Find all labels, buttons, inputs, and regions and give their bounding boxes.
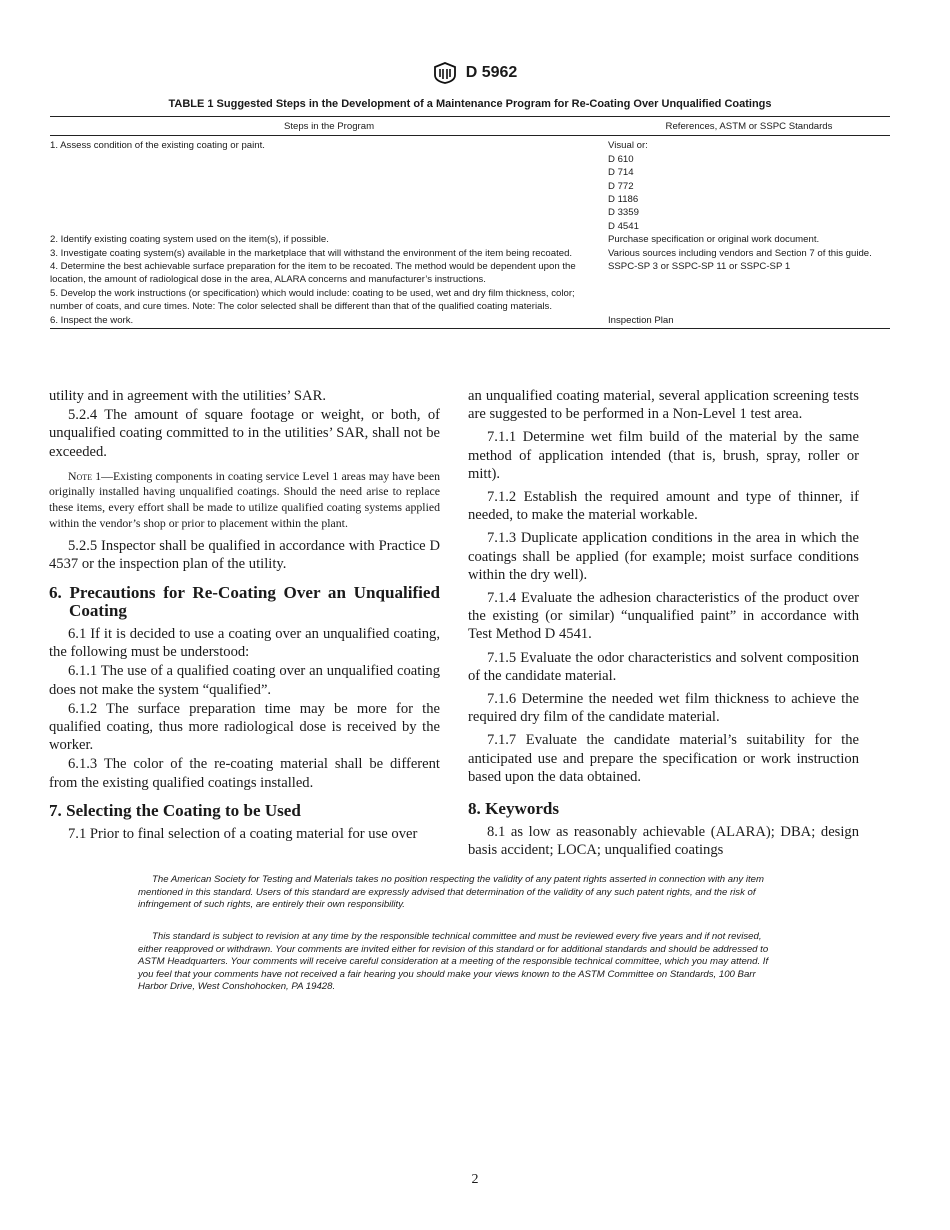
- paragraph-7-1-7: 7.1.7 Evaluate the candidate material’s suitability for the anticipated use and prepare the specification or work instruction based upon the data obtained.: [468, 732, 859, 785]
- reference-line: D 714: [608, 167, 634, 179]
- section-heading-6: 6. Precautions for Re-Coating Over an Unqualified Coating: [49, 582, 440, 620]
- reference-line: SSPC-SP 3 or SSPC-SP 11 or SSPC-SP 1: [608, 261, 791, 273]
- table-row: [50, 247, 890, 260]
- paragraph-5-2-4: 5.2.4 The amount of square footage or weight, or both, of unqualified coating committed to in the utilities’ SAR, shall not be exceeded.: [49, 407, 440, 460]
- table-cell-references: [608, 233, 890, 246]
- maintenance-table: [50, 116, 890, 329]
- note-label: Note 1: [68, 468, 102, 483]
- table-cell-step: 5. Develop the work instructions (or specification) which would include: coating to be used, wet and dry film thickness, color; number of coats, and cure times. Note: The color selected shall be different than that of the qualified coating materials.: [50, 287, 575, 313]
- column-header-references: References, ASTM or SSPC Standards: [665, 121, 833, 132]
- paragraph-7-1-1: 7.1.1 Determine wet film build of the material by the same method of application intended (that is, brush, spray, roller or mitt).: [468, 429, 859, 482]
- paragraph-7-1: 7.1 Prior to final selection of a coating material for use over: [68, 826, 418, 843]
- paragraph-7-1-4: 7.1.4 Evaluate the adhesion characteristics of the product over the existing (or similar) “unqualified paint” in accordance with Test Method D 4541.: [468, 590, 859, 643]
- reference-line: Inspection Plan: [608, 314, 674, 326]
- table-row: [50, 287, 890, 314]
- patent-notice: [138, 874, 774, 912]
- section-heading-8: 8. Keywords: [468, 799, 560, 819]
- right-column: [468, 387, 859, 861]
- standard-designation: D 5962: [465, 64, 518, 81]
- astm-logo-icon: [433, 62, 457, 84]
- paragraph-6-1-3: 6.1.3 The color of the re-coating material shall be different from the existing qualified coatings installed.: [49, 756, 440, 791]
- reference-line: D 610: [608, 153, 634, 165]
- table-cell-references: [608, 287, 890, 314]
- paragraph-7-1-5: 7.1.5 Evaluate the odor characteristics and solvent composition of the candidate material.: [468, 649, 859, 684]
- paragraph-5-2-5: 5.2.5 Inspector shall be qualified in accordance with Practice D 4537 or the inspection plan of the utility.: [49, 538, 440, 573]
- revision-notice: [138, 931, 774, 994]
- paragraph-7-1-2: 7.1.2 Establish the required amount and type of thinner, if needed, to make the material workable.: [468, 489, 859, 524]
- table-cell-references: [608, 247, 890, 260]
- reference-line: D 1186: [608, 194, 639, 206]
- page-header: [0, 62, 950, 84]
- paragraph-6-1-2: 6.1.2 The surface preparation time may be more for the qualified coating, thus more radiological dose is received by the worker.: [49, 700, 440, 754]
- table-cell-references: [608, 314, 890, 327]
- table-cell-step: 4. Determine the best achievable surface preparation for the item to be recoated. The method would be dependent upon the location, the amount of radiological dose in the area, ALARA concerns and manufacturer’s instructions.: [50, 261, 576, 286]
- table-cell-step: 1. Assess condition of the existing coating or paint.: [50, 140, 265, 152]
- table-cell-step: 6. Inspect the work.: [50, 314, 134, 326]
- section-heading-7: 7. Selecting the Coating to be Used: [49, 800, 301, 820]
- column-header-steps: Steps in the Program: [283, 121, 375, 132]
- paragraph-6-1-1: 6.1.1 The use of a qualified coating over an unqualified coating does not make the system “qualified”.: [49, 663, 440, 698]
- table-cell-step: 3. Investigate coating system(s) available in the marketplace that will withstand the environment of the item being recoated.: [50, 247, 573, 259]
- paragraph-8-1: 8.1 as low as reasonably achievable (ALARA); DBA; design basis accident; LOCA; unqualified coatings: [468, 824, 859, 859]
- reference-line: D 3359: [608, 207, 639, 219]
- patent-notice-text: The American Society for Testing and Materials takes no position respecting the validity of any patent rights asserted in connection with any item mentioned in this standard. Users of this standard are expressly advised that determination of the validity of any such patent rights, and the risk of infringement of such rights, are entirely their own responsibility.: [138, 874, 765, 911]
- table-cell-references: [608, 139, 890, 233]
- table-body: [50, 136, 890, 329]
- table-row: [50, 139, 890, 233]
- note-1: [49, 469, 440, 531]
- paragraph-7-1-3: 7.1.3 Duplicate application conditions in the area in which the coatings shall be applied (for example; moist surface conditions within the dry well).: [468, 530, 859, 583]
- reference-line: Visual or:: [608, 140, 648, 152]
- paragraph-7-1-6: 7.1.6 Determine the needed wet film thickness to achieve the required dry film of the candidate material.: [468, 691, 859, 726]
- left-column: [49, 387, 440, 844]
- paragraph-6-1: 6.1 If it is decided to use a coating over an unqualified coating, the following must be understood:: [49, 626, 440, 661]
- reference-line: Various sources including vendors and Section 7 of this guide.: [608, 247, 872, 259]
- table-cell-step: 2. Identify existing coating system used on the item(s), if possible.: [50, 234, 329, 246]
- table-row: [50, 233, 890, 246]
- note-text: —Existing components in coating service Level 1 areas may have been originally installed having unqualified coatings. Should the need arise to replace these items, every effort shall be made to utilize qualified coating systems applied within the vendor’s shop or prior to placement within the plant.: [49, 468, 440, 530]
- page-number: 2: [471, 1172, 479, 1187]
- reference-line: D 772: [608, 180, 634, 192]
- revision-notice-text: This standard is subject to revision at any time by the responsible technical committee and must be reviewed every five years and if not revised, either reapproved or withdrawn. Your comments are invited either for revision of this standard or for additional standards and should be addressed to ASTM Headquarters. Your comments will receive careful consideration at a meeting of the responsible technical committee, which you may attend. If you feel that your comments have not received a fair hearing you should make your views known to the ASTM Committee on Standards, 100 Barr Harbor Drive, West Conshohocken, PA 19428.: [138, 931, 769, 993]
- paragraph-continuation-right: an unqualified coating material, several application screening tests are suggested to be performed in a Non-Level 1 test area.: [468, 388, 859, 423]
- table-row: [50, 260, 890, 287]
- table-cell-references: [608, 260, 890, 287]
- table-row: [50, 314, 890, 327]
- paragraph-continuation: utility and in agreement with the utilities’ SAR.: [49, 388, 326, 404]
- table-header-row: [50, 116, 890, 136]
- reference-line: D 4541: [608, 220, 639, 232]
- reference-line: Purchase specification or original work document.: [608, 234, 820, 246]
- table-title: TABLE 1 Suggested Steps in the Development of a Maintenance Program for Re-Coating Over Unqualified Coatings: [168, 98, 772, 110]
